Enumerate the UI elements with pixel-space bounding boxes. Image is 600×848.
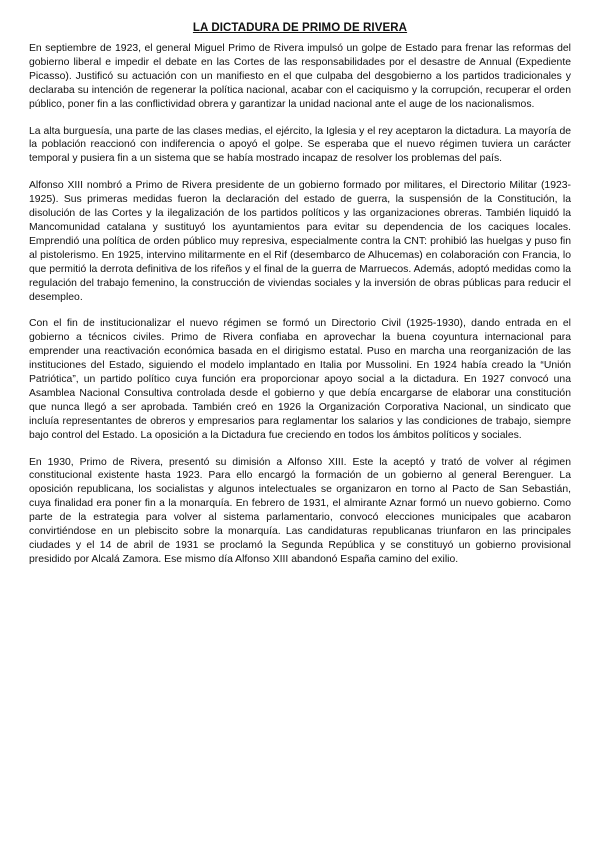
paragraph-3: Alfonso XIII nombró a Primo de Rivera presidente de un gobierno formado por militares, el Directorio Militar (1923-1925). Sus primeras medidas fueron la declaración del estado de guerra, la suspensión de la Constitución, la disolución de las Cortes y la ilegalización de los partidos políticos y las organizaciones obreras. También liquidó la Mancomunidad catalana y sustituyó los ayuntamientos para evitar su dependencia de los caciques locales. Emprendió una política de orden público muy represiva, especialmente contra la CNT: prohibió las huelgas y puso fin al pistolerismo. En 1925, intervino militarmente en el Rif (desembarco de Alhucemas) en colaboración con Francia, lo que permitió la derrota definitiva de los rifeños y el final de la guerra de Marruecos. Además, adoptó medidas como la regulación del trabajo femenino, la construcción de viviendas sociales y la inversión de obras públicas para reducir el desempleo.: [29, 180, 571, 303]
paragraph-5: En 1930, Primo de Rivera, presentó su dimisión a Alfonso XIII. Este la aceptó y trató de volver al régimen constitucional existente hasta 1923. Para ello encargó la formación de un gobierno al general Berenguer. La oposición republicana, los socialistas y algunos intelectuales se organizaron en torno al Pacto de San Sebastián, cuya finalidad era poner fin a la monarquía. En febrero de 1931, el almirante Aznar formó un nuevo gobierno. Como parte de la estrategia para volver al sistema parlamentario, convocó elecciones municipales que acabaron convirtiéndose en un plebiscito sobre la monarquía. Las candidaturas republicanas triunfaron en las principales ciudades y el 14 de abril de 1931 se proclamó la Segunda República y se constituyó un gobierno provisional presidido por Alcalá Zamora. Ese mismo día Alfonso XIII abandonó España camino del exilio.: [29, 456, 571, 565]
document-page: [29, 22, 571, 580]
paragraph-1: En septiembre de 1923, el general Miguel Primo de Rivera impulsó un golpe de Estado para frenar las reformas del gobierno liberal e impedir el debate en las Cortes de las responsabilidades por el desastre de Annual (Expediente Picasso). Justificó su actuación con un manifiesto en el que culpaba del desgobierno a los partidos tradicionales y declaraba su intención de regenerar la política nacional, acabar con el caciquismo y la corrupción, recuperar el orden público, poner fin a las conflictividad obrera y garantizar la unidad nacional ante el auge de los nacionalismos.: [29, 43, 571, 110]
document-title: LA DICTADURA DE PRIMO DE RIVERA: [192, 22, 408, 34]
paragraph-4: Con el fin de institucionalizar el nuevo régimen se formó un Directorio Civil (1925-1930), dando entrada en el gobierno a técnicos civiles. Primo de Rivera confiaba en aprovechar la buena coyuntura internacional para emprender una reactivación económica basada en el dirigismo estatal. Puso en marcha una reorganización de las instituciones del Estado, siguiendo el modelo implantado en Italia por Mussolini. En 1924 había creado la “Unión Patriótica”, un partido político cuya función era proporcionar apoyo social a la dictadura. En 1927 convocó una Asamblea Nacional Consultiva controlada desde el gobierno y que debía encargarse de elaborar una constitución que nunca llegó a ser aprobada. También creó en 1926 la Organización Corporativa Nacional, un sindicato que incluía representantes de obreros y empresarios para reglamentar los salarios y las condiciones de trabajo, siempre bajo control del Estado. La oposición a la Dictadura fue creciendo en todos los ámbitos políticos y sociales.: [29, 318, 571, 441]
paragraph-2: La alta burguesía, una parte de las clases medias, el ejército, la Iglesia y el rey aceptaron la dictadura. La mayoría de la población reaccionó con indiferencia o apoyó el golpe. Se esperaba que el nuevo régimen tuviera un carácter temporal y pusiera fin a un sistema que se había mostrado incapaz de resolver los problemas del país.: [29, 125, 571, 165]
